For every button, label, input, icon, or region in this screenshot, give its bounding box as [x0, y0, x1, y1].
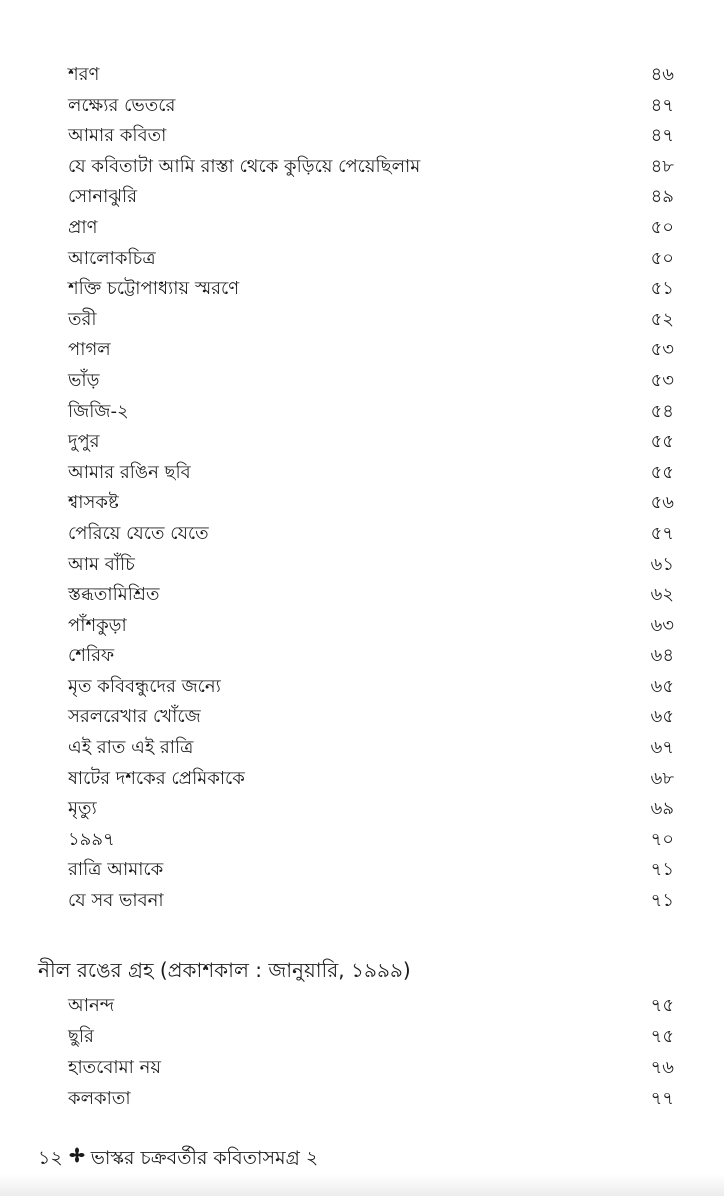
toc-entry [68, 427, 674, 458]
toc-entry-title: ১৯৯৭ [68, 828, 115, 850]
toc-entry [68, 121, 674, 152]
toc-entry-page: ৭০ [650, 828, 674, 850]
toc-entry-page: ৫৫ [650, 431, 674, 453]
toc-entry [68, 672, 674, 703]
toc-entry-page: ৭৬ [650, 1057, 674, 1078]
toc-entry-title: সোনাঝুরি [68, 186, 138, 208]
toc-entry-title: প্রাণ [68, 216, 98, 238]
toc-entry-page: ৬৩ [650, 614, 674, 636]
toc-entry-title: শরণ [68, 64, 100, 85]
contents-list [68, 60, 674, 917]
toc-entry-title: শেরিফ [68, 645, 115, 667]
section-heading: নীল রঙের গ্রহ (প্রকাশকাল : জানুয়ারি, ১৯৯৯) [38, 958, 411, 982]
toc-entry-page: ৬৪ [650, 645, 674, 667]
toc-entry-page: ৪৬ [650, 64, 674, 85]
toc-entry-page: ৭৫ [650, 995, 674, 1016]
toc-entry-title: যে সব ভাবনা [68, 890, 164, 912]
toc-entry-page: ৫৪ [650, 400, 674, 422]
toc-entry [68, 886, 674, 917]
toc-entry-title: ভাঁড় [68, 369, 100, 391]
toc-entry-page: ৬৫ [650, 706, 674, 728]
toc-entry [68, 182, 674, 213]
toc-entry-page: ৪৭ [650, 94, 674, 116]
toc-entry-page: ৫৬ [650, 492, 674, 514]
toc-entry [68, 764, 674, 795]
toc-entry-title: দুপুর [68, 431, 100, 453]
toc-entry-title: হাতবোমা নয় [68, 1057, 161, 1078]
toc-entry [68, 611, 674, 642]
toc-entry-title: ছুরি [68, 1026, 94, 1047]
toc-entry [68, 1021, 674, 1052]
toc-entry [68, 733, 674, 764]
toc-entry [68, 825, 674, 856]
toc-entry-title: পাঁশকুড়া [68, 614, 127, 636]
toc-entry [68, 550, 674, 581]
toc-entry-title: লক্ষ্যের ভেতরে [68, 94, 176, 116]
toc-entry-title: আলোকচিত্র [68, 247, 156, 269]
toc-entry-page: ৫৩ [650, 369, 674, 391]
toc-entry-page: ৫৩ [650, 339, 674, 361]
toc-entry [68, 458, 674, 489]
toc-entry-title: পাগল [68, 339, 111, 361]
toc-entry [68, 213, 674, 244]
flower-ornament-icon [69, 1143, 85, 1173]
toc-entry-page: ৫০ [650, 247, 674, 269]
toc-entry [68, 60, 674, 91]
toc-entry-title: শ্বাসকষ্ট [68, 492, 119, 514]
toc-entry-page: ৫২ [650, 308, 674, 330]
toc-entry [68, 641, 674, 672]
toc-entry-title: তরী [68, 308, 97, 330]
toc-entry-title: সরলরেখার খোঁজে [68, 706, 201, 728]
toc-entry-page: ৭৫ [650, 1026, 674, 1047]
toc-entry-page: ৪৭ [650, 125, 674, 147]
page-edge-shadow [0, 1174, 724, 1196]
toc-entry [68, 274, 674, 305]
toc-entry-title: শক্তি চট্টোপাধ্যায় স্মরণে [68, 278, 240, 300]
toc-entry-title: আমার কবিতা [68, 125, 167, 147]
toc-entry [68, 305, 674, 336]
toc-entry-page: ৪৮ [650, 155, 674, 177]
toc-entry [68, 91, 674, 122]
toc-entry-page: ৭৭ [650, 1088, 674, 1109]
toc-entry-title: মৃত্যু [68, 798, 97, 820]
toc-entry-title: জিজি-২ [68, 400, 129, 422]
contents-list-section [68, 990, 674, 1114]
toc-entry [68, 519, 674, 550]
toc-entry-page: ৫৭ [650, 522, 674, 544]
toc-entry-title: মৃত কবিবন্ধুদের জন্যে [68, 675, 221, 697]
toc-entry-page: ৬৯ [650, 798, 674, 820]
footer-page-number: ১২ [38, 1147, 63, 1169]
toc-entry-page: ৭১ [650, 890, 674, 912]
toc-entry-page: ৪৯ [650, 186, 674, 208]
toc-entry [68, 855, 674, 886]
toc-entry [68, 244, 674, 275]
toc-entry [68, 990, 674, 1021]
toc-entry [68, 335, 674, 366]
toc-entry [68, 152, 674, 183]
toc-entry-title: ষাটের দশকের প্রেমিকাকে [68, 767, 245, 789]
toc-entry [68, 794, 674, 825]
toc-entry-title: আনন্দ [68, 995, 115, 1016]
toc-entry-title: স্তব্ধতামিশ্রিত [68, 584, 160, 606]
toc-entry-page: ৬৫ [650, 675, 674, 697]
toc-entry [68, 1052, 674, 1083]
toc-entry-page: ৬৮ [650, 767, 674, 789]
toc-entry [68, 580, 674, 611]
toc-entry [68, 1083, 674, 1114]
toc-entry [68, 488, 674, 519]
page-footer [38, 1143, 318, 1173]
toc-entry-title: যে কবিতাটা আমি রাস্তা থেকে কুড়িয়ে পেয়েছিলাম [68, 155, 421, 177]
footer-book-title: ভাস্কর চক্রবর্তীর কবিতাসমগ্র ২ [90, 1147, 319, 1169]
toc-entry-title: আম বাঁচি [68, 553, 135, 575]
toc-entry-page: ৬১ [650, 553, 674, 575]
toc-entry-page: ৫১ [650, 278, 674, 300]
toc-entry-title: পেরিয়ে যেতে যেতে [68, 522, 209, 544]
toc-entry-title: এই রাত এই রাত্রি [68, 737, 194, 759]
toc-entry-title: আমার রঙিন ছবি [68, 461, 191, 483]
toc-entry-page: ৬২ [650, 584, 674, 606]
toc-entry [68, 397, 674, 428]
toc-entry [68, 702, 674, 733]
toc-entry-title: রাত্রি আমাকে [68, 859, 164, 881]
toc-entry-title: কলকাতা [68, 1088, 131, 1109]
toc-entry-page: ৭১ [650, 859, 674, 881]
toc-entry [68, 366, 674, 397]
toc-entry-page: ৫০ [650, 216, 674, 238]
toc-entry-page: ৬৭ [650, 737, 674, 759]
toc-entry-page: ৫৫ [650, 461, 674, 483]
